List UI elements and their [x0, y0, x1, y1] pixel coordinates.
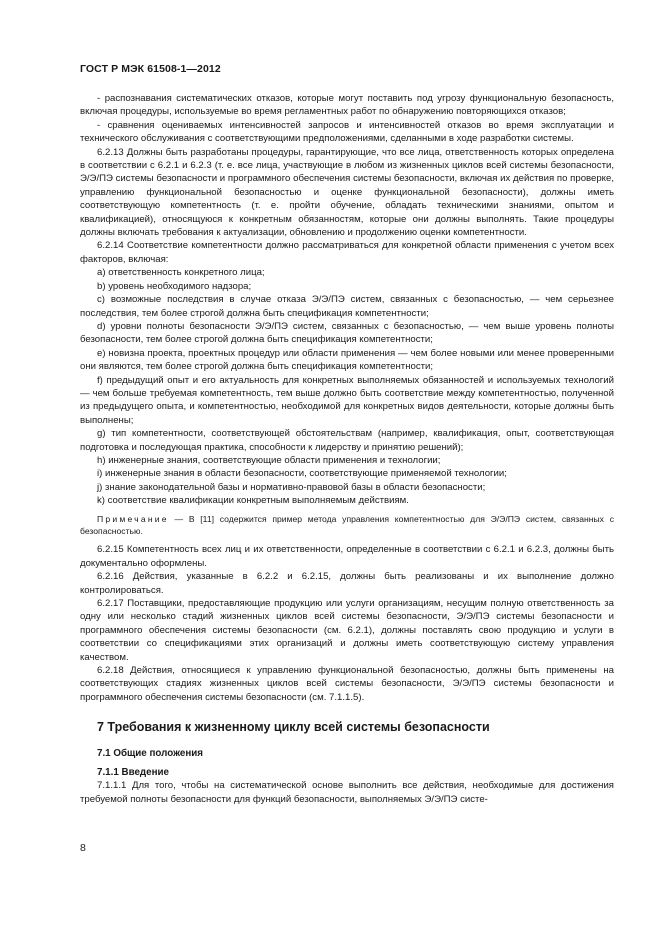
list-item-i: i) инженерные знания в области безопасности, соответствующие применяемой технологии;	[97, 468, 507, 480]
list-item: - сравнения оцениваемых интенсивностей запросов и интенсивностей отказов во время эксплуатации и технического обслуживания с соответствующими предположениями, сделанными в ходе разработки системы.	[80, 119, 614, 145]
list-item-d: d) уровни полноты безопасности Э/Э/ПЭ систем, связанных с безопасностью, — чем выше уровень полноты безопасности, тем более строгой должна быть спецификация компетентности;	[80, 320, 614, 346]
list-item-h: h) инженерные знания, соответствующие области применения и технологии;	[97, 454, 441, 466]
list-item-f: f) предыдущий опыт и его актуальность для конкретных выполняемых обязанностей и используемых технологий — чем больше требуемая компетентность, тем выше должно быть соответствие между компетентностью, полученной из предыдущего опыта, и компетентностью, необходимой для конкретных видов деятельности, которые должны быть выполнены;	[80, 374, 614, 426]
clause-6-2-15: 6.2.15 Компетентность всех лиц и их ответственности, определенные в соответствии с 6.2.1 и 6.2.3, должны быть документально оформлены.	[80, 544, 614, 569]
clause-6-2-17: 6.2.17 Поставщики, предоставляющие продукцию или услуги организациям, несущим полную ответственность за одну или несколько стадий жизненных циклов всей системы безопасности, Э/Э/ПЭ системы безопасности и программного обеспечения системы безопасности (см. 6.2.1), должны поставлять свою продукцию и услуги в соответствии со спецификациями этих организаций и должны иметь соответствующую систему управления качеством.	[80, 598, 614, 663]
list-item-g: g) тип компетентности, соответствующей обстоятельствам (например, квалификация, опыт, соответствующая подготовка и последующая практика, способности к лидерству и принятию решений);	[80, 428, 614, 453]
note-label: Примечание	[97, 513, 169, 524]
list-item-k: k) соответствие квалификации конкретным выполняемым действиям.	[97, 495, 409, 507]
document-header: ГОСТ Р МЭК 61508-1—2012	[80, 63, 221, 75]
clause-6-2-14: 6.2.14 Соответствие компетентности должно рассматриваться для конкретной области применения с учетом всех факторов, включая:	[80, 240, 614, 265]
clause-6-2-18: 6.2.18 Действия, относящиеся к управлению функциональной безопасностью, должны быть применены на соответствующих стадиях жизненных циклов всей системы безопасности, Э/Э/ПЭ системы безопасности и программного обеспечения системы безопасности (см. 7.1.1.5).	[80, 665, 614, 703]
document-body	[80, 92, 614, 806]
list-item-e: e) новизна проекта, проектных процедур или области применения — чем более новыми или менее проверенными они являются, тем более строгой должна быть спецификация компетентности;	[80, 347, 614, 373]
list-item-a: a) ответственность конкретного лица;	[97, 267, 265, 279]
list-item-b: b) уровень необходимого надзора;	[97, 280, 252, 292]
clause-6-2-16: 6.2.16 Действия, указанные в 6.2.2 и 6.2.15, должны быть реализованы и их выполнение должно контролироваться.	[80, 571, 614, 596]
subsection-heading: 7.1 Общие положения	[97, 748, 204, 760]
list-item-c: c) возможные последствия в случае отказа Э/Э/ПЭ систем, связанных с безопасностью, — чем серьезнее последствия, тем более строгой должна быть спецификация компетентности;	[80, 294, 614, 319]
section-heading: 7 Требования к жизненному циклу всей системы безопасности	[97, 720, 490, 735]
clause-6-2-13: 6.2.13 Должны быть разработаны процедуры, гарантирующие, что все лица, ответственность которых определена в соответствии с 6.2.1 и 6.2.3 (т. е. все лица, участвующие в любом из жизненных циклов всей системы безопасности, Э/Э/ПЭ системы безопасности и программного обеспечения системы безопасности, включая их действия по проверке, управлению функциональной безопасностью и оценке функциональной безопасности), должны иметь соответствующую компетентность (т. е. пройти обучение, обладать техническими знаниями, опытом и квалификацией), относящуюся к конкретным обязанностям, которые они должны выполнять. Такие процедуры должны включать требования к актуализации, обновлению и продолжению оценки компетентности.	[80, 146, 614, 239]
subsubsection-heading: 7.1.1 Введение	[97, 767, 169, 779]
clause-7-1-1-1: 7.1.1.1 Для того, чтобы на систематической основе выполнить все действия, необходимые для достижения требуемой полноты безопасности для функций безопасности, выполняемых Э/Э/ПЭ систе-	[80, 780, 614, 805]
note	[80, 513, 614, 538]
list-item: - распознавания систематических отказов, которые могут поставить под угрозу функциональную безопасность, включая процедуры, используемые во время регламентных работ по обнаружению повторяющихся отказов;	[80, 93, 614, 118]
list-item-j: j) знание законодательной базы и нормативно-правовой базы в области безопасности;	[97, 481, 486, 493]
page-number: 8	[80, 842, 86, 854]
note-text: — В [11] содержится пример метода управления компетентностью для Э/Э/ПЭ систем, связанных с безопасностью.	[80, 513, 614, 536]
